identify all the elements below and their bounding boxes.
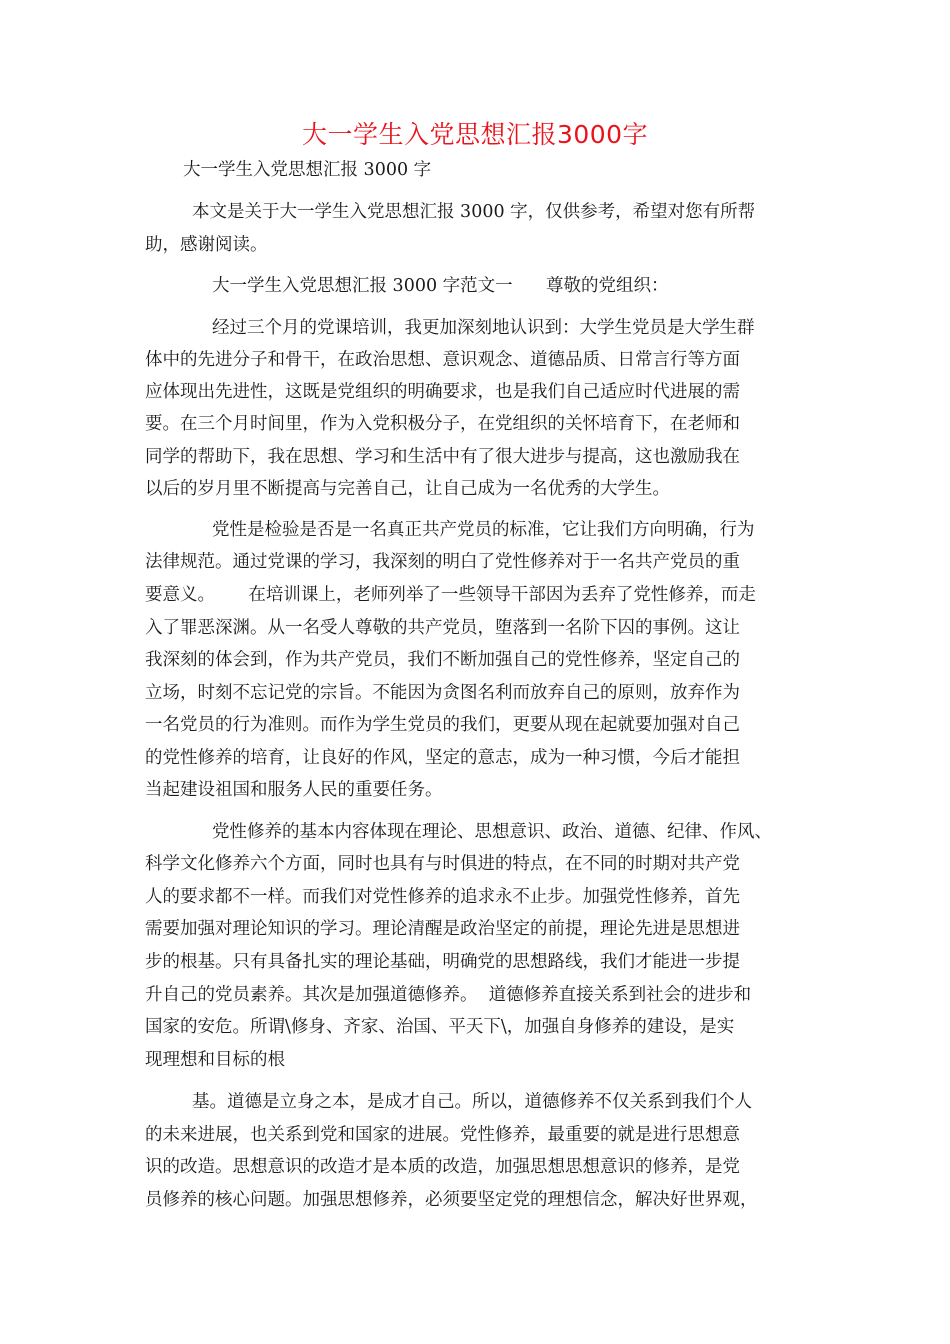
paragraph-line: 升自己的党员素养。其次是加强道德修养。 道德修养直接关系到社会的进步和 (145, 985, 752, 1005)
paragraph-line: 要。在三个月时间里，作为入党积极分子，在党组织的关怀培育下，在老师和 (145, 414, 740, 434)
intro-line: 助，感谢阅读。 (145, 235, 268, 255)
paragraph-line: 经过三个月的党课培训，我更加深刻地认识到：大学生党员是大学生群 (212, 318, 755, 338)
paragraph-line: 应体现出先进性，这既是党组织的明确要求，也是我们自己适应时代进展的需 (145, 382, 740, 402)
paragraph-line: 党性是检验是否是一名真正共产党员的标准，它让我们方向明确，行为 (212, 520, 755, 540)
paragraph-line: 人的要求都不一样。而我们对党性修养的追求永不止步。加强党性修养，首先 (145, 887, 740, 907)
paragraph-line: 员修养的核心问题。加强思想修养，必须要坚定党的理想信念，解决好世界观， (145, 1190, 758, 1210)
paragraph-line: 同学的帮助下，我在思想、学习和生活中有了很大进步与提高，这也激励我在 (145, 447, 740, 467)
paragraph-line: 基。道德是立身之本，是成才自己。所以，道德修养不仅关系到我们个人 (192, 1092, 752, 1112)
paragraph-line: 法律规范。通过党课的学习，我深刻的明白了党性修养对于一名共产党员的重 (145, 552, 740, 572)
paragraph-line: 需要加强对理论知识的学习。理论清醒是政治坚定的前提，理论先进是思想进 (145, 919, 740, 939)
paragraph-line: 党性修养的基本内容体现在理论、思想意识、政治、道德、纪律、作风、 (212, 822, 772, 842)
paragraph-line: 入了罪恶深渊。从一名受人尊敬的共产党员，堕落到一名阶下囚的事例。这让 (145, 618, 740, 638)
paragraph-line: 科学文化修养六个方面，同时也具有与时俱进的特点，在不同的时期对共产党 (145, 854, 740, 874)
paragraph-line: 一名党员的行为准则。而作为学生党员的我们，更要从现在起就要加强对自己 (145, 715, 740, 735)
paragraph-line: 的未来进展，也关系到党和国家的进展。党性修养，最重要的就是进行思想意 (145, 1125, 740, 1145)
paragraph-line: 识的改造。思想意识的改造才是本质的改造，加强思想思想意识的修养，是党 (145, 1157, 740, 1177)
document-subtitle: 大一学生入党思想汇报 3000 字 (183, 160, 432, 180)
paragraph-line: 国家的安危。所谓\修身、齐家、治国、平天下\，加强自身修养的建设，是实 (145, 1017, 735, 1037)
paragraph-line: 体中的先进分子和骨干，在政治思想、意识观念、道德品质、日常言行等方面 (145, 350, 740, 370)
paragraph-line: 的党性修养的培育，让良好的作风，坚定的意志，成为一种习惯，今后才能担 (145, 748, 740, 768)
document-title: 大一学生入党思想汇报3000字 (301, 120, 649, 149)
paragraph-line: 立场，时刻不忘记党的宗旨。不能因为贪图名利而放弃自己的原则，放弃作为 (145, 683, 740, 703)
paragraph-line: 现理想和目标的根 (145, 1050, 285, 1070)
paragraph-line: 步的根基。只有具备扎实的理论基础，明确党的思想路线，我们才能进一步提 (145, 952, 740, 972)
paragraph-line: 当起建设祖国和服务人民的重要任务。 (145, 780, 443, 800)
paragraph-line: 以后的岁月里不断提高与完善自己，让自己成为一名优秀的大学生。 (145, 479, 670, 499)
intro-line: 本文是关于大一学生入党思想汇报 3000 字，仅供参考，希望对您有所帮 (192, 202, 756, 222)
paragraph-line: 要意义。 在培训课上，老师列举了一些领导干部因为丢弃了党性修养，而走 (145, 585, 756, 605)
paragraph-line: 我深刻的体会到，作为共产党员，我们不断加强自己的党性修养，坚定自己的 (145, 650, 740, 670)
section-heading: 大一学生入党思想汇报 3000 字范文一 尊敬的党组织： (212, 276, 669, 296)
